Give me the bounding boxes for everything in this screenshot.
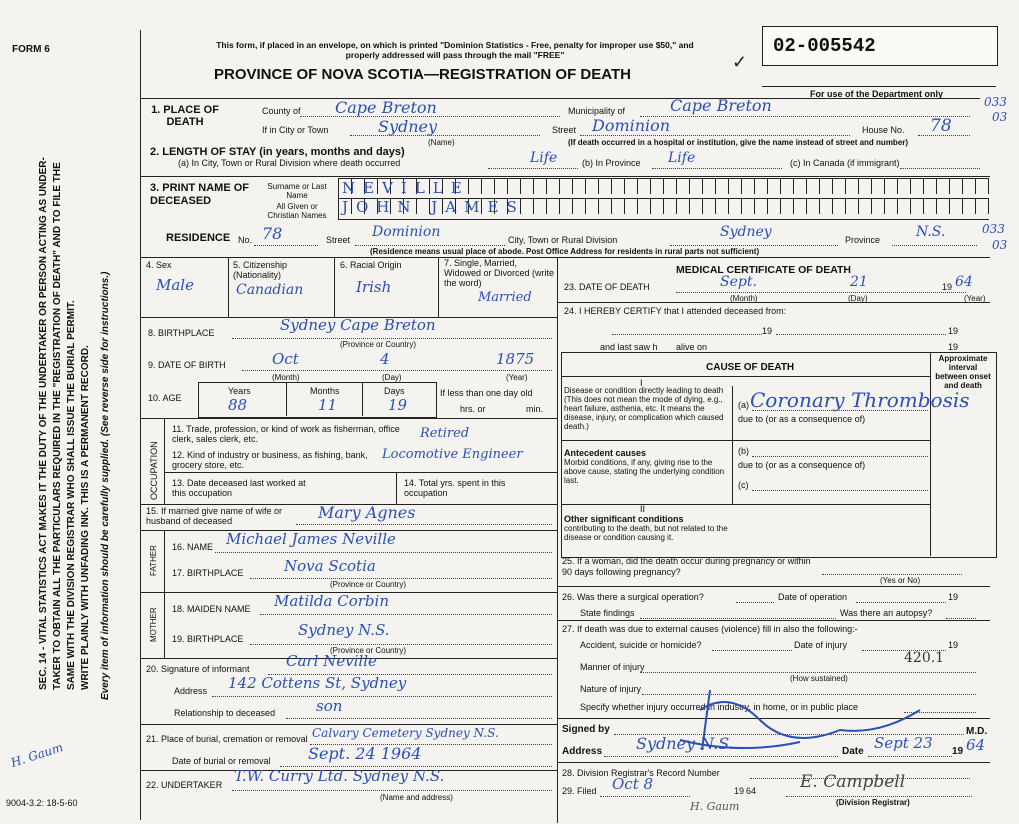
surname-label: Surname or Last Name [267, 182, 327, 200]
sign-year: 64 [966, 736, 986, 754]
injury-date-label: Date of injury [794, 640, 848, 650]
dob-year: 1875 [496, 350, 535, 368]
q21-value: Calvary Cemetery Sydney N.S. [312, 726, 499, 740]
informant-address-label: Address [174, 686, 208, 696]
origin-value: Irish [356, 278, 392, 296]
days-label: Days [384, 386, 405, 396]
death-day: 21 [850, 274, 868, 290]
mail-notice: This form, if placed in an envelope, on which is printed "Dominion Statistics - Free, penalty for improper use $50," and properly addressed will pass through the mail "FREE" [216, 40, 694, 60]
filed-year: 64 [746, 786, 757, 796]
q24-label: 24. I HEREBY CERTIFY that I attended deceased from: [564, 306, 787, 316]
residence-code-1: 033 [982, 222, 1005, 236]
age-days: 19 [388, 396, 408, 414]
signed-by-label: Signed by [562, 724, 610, 735]
registrar-signature: E. Campbell [800, 772, 906, 792]
filed-date: Oct 8 [612, 775, 654, 793]
q16-label: 16. NAME [172, 542, 214, 552]
residence-province-label: Province [845, 235, 881, 245]
q25-label: 25. If a woman, did the death occur during pregnancy or within 90 days following pregnancy? [562, 556, 811, 577]
house-value: 78 [930, 116, 952, 136]
dob-label: 9. DATE OF BIRTH [148, 360, 226, 370]
city-value: Sydney [378, 117, 438, 136]
q14-label: 14. Total yrs. spent in this occupation [404, 478, 506, 498]
sign-year-prefix: 19 [952, 746, 964, 757]
dob-month-caption: (Month) [272, 373, 300, 382]
sex-label: 4. Sex [146, 260, 172, 270]
dob-year-caption: (Year) [506, 373, 528, 382]
hospital-note: (If death occurred in a hospital or institution, give the name instead of street and number) [568, 138, 909, 147]
q18-label: 18. MAIDEN NAME [172, 604, 251, 614]
q12-value: Locomotive Engineer [382, 447, 523, 462]
side-instruction-5: Every item of information should be carefully supplied. (See reverse side for instructions.) [100, 271, 111, 700]
alive-label: alive on [676, 342, 708, 352]
antecedent-label: Antecedent causes [564, 448, 647, 458]
saw-label: and last saw h [600, 342, 658, 352]
side-instruction-2: TAKER TO OBTAIN ALL THE PARTICULARS REQUIRED IN THE "REGISTRATION OF DEATH" AND TO FILE THE [52, 162, 63, 690]
residence-no-label: No. [238, 235, 253, 245]
signer-address-label: Address [562, 746, 603, 757]
q18-value: Matilda Corbin [274, 592, 389, 610]
city-label: If in City or Town [262, 125, 329, 135]
q11-value: Retired [420, 426, 470, 441]
check-mark: ✓ [732, 52, 748, 72]
months-label: Months [310, 386, 340, 396]
given-label: All Given or Christian Names [267, 202, 327, 220]
q20-value: Carl Neville [286, 652, 377, 670]
municipality-label: Municipality of [568, 106, 626, 116]
antecedent-text: Morbid conditions, if any, giving rise to the above cause, stating the underlying condition last. [564, 458, 725, 485]
side-instruction-4: WRITE PLAINLY WITH UNFADING INK. THIS IS A PERMANENT RECORD. [80, 345, 91, 690]
print-name-label: 3. PRINT NAME OF DECEASED [150, 182, 250, 207]
q15-label: 15. If married give name of wife or husband of deceased [146, 506, 283, 526]
q13-label: 13. Date deceased last worked at this occupation [172, 478, 306, 498]
citizenship-label: 5. Citizenship (Nationality) [233, 260, 288, 280]
q17-label: 17. BIRTHPLACE [172, 568, 244, 578]
residence-code-2: 03 [992, 238, 1008, 252]
registrar-caption: (Division Registrar) [836, 798, 910, 807]
due-to-1: due to (or as a consequence of) [738, 414, 866, 424]
house-label: House No. [862, 125, 905, 135]
roman-ii: II [640, 504, 646, 514]
burial-date-label: Date of burial or removal [172, 756, 271, 766]
years-label: Years [228, 386, 251, 396]
death-year: 64 [955, 274, 973, 290]
q29-label: 29. Filed [562, 786, 597, 796]
disease-label: Disease or condition directly leading to death (This does not mean the mode of dying, e.g., heart failure, asthenia, etc. It means the disease, injury, or complication which caused death.) [564, 386, 724, 431]
registration-number-box [762, 26, 998, 66]
signer-address: Sydney N.S. [636, 734, 734, 753]
father-country-caption: (Province or Country) [330, 580, 407, 589]
sign-date: Sept 23 [874, 734, 933, 752]
birthplace-label: 8. BIRTHPLACE [148, 328, 215, 338]
death-month: Sept. [720, 274, 757, 290]
county-value: Cape Breton [335, 98, 437, 117]
dob-day-caption: (Day) [382, 373, 402, 382]
origin-label: 6. Racial Origin [340, 260, 402, 270]
registration-number: 02-005542 [773, 35, 876, 57]
residence-street: Dominion [372, 224, 441, 240]
age-months: 11 [318, 396, 338, 414]
name-address-caption: (Name and address) [380, 793, 453, 802]
how-caption: (How sustained) [790, 674, 848, 683]
stay-label: 2. LENGTH OF STAY (in years, months and days) [150, 146, 405, 158]
specify-label: Specify whether injury occurred in industry, in home, or in public place [580, 702, 858, 712]
cause-a-mark: (a) [738, 400, 749, 410]
name-caption: (Name) [428, 138, 455, 147]
op-date-label: Date of operation [778, 592, 848, 602]
min-label: min. [526, 404, 544, 414]
residence-label: RESIDENCE [166, 232, 231, 244]
relationship-label: Relationship to deceased [174, 708, 276, 718]
dob-day: 4 [380, 350, 390, 368]
q19-value: Sydney N.S. [298, 621, 390, 639]
q22-label: 22. UNDERTAKER [146, 780, 223, 790]
birthplace-value: Sydney Cape Breton [280, 316, 436, 334]
residence-city-label: City, Town or Rural Division [508, 235, 618, 245]
clerk-initials: H. Gaum [690, 800, 740, 813]
stay-c-label: (c) In Canada (if immigrant) [790, 158, 900, 168]
sex-value: Male [156, 276, 194, 294]
q17-value: Nova Scotia [284, 557, 376, 575]
cause-a-value: Coronary Thrombosis [750, 388, 970, 412]
surname-value: NEVILLE [342, 179, 470, 197]
manner-code: 420.1 [904, 650, 945, 666]
under-day-label: If less than one day old [440, 388, 533, 398]
q27-label: 27. If death was due to external causes (violence) fill in also the following:- [562, 624, 858, 634]
given-names-value: JOHN JAMES [342, 198, 525, 216]
margin-note: H. Gaum [9, 740, 65, 770]
cause-title: CAUSE OF DEATH [706, 362, 795, 373]
death-year-caption: (Year) [964, 294, 986, 303]
q11-label: 11. Trade, profession, or kind of work as fisherman, office clerk, sales clerk, etc. [172, 424, 400, 444]
sign-date-label: Date [842, 746, 864, 757]
residence-note: (Residence means usual place of abode. Post Office Address for residents in rural parts not sufficient) [370, 247, 760, 256]
q26-label: 26. Was there a surgical operation? [562, 592, 704, 602]
yes-no-caption: (Yes or No) [880, 576, 921, 585]
street-value: Dominion [592, 116, 671, 135]
stay-a-label: (a) In City, Town or Rural Division where death occurred [178, 158, 401, 168]
residence-city: Sydney [720, 224, 772, 240]
medical-title: MEDICAL CERTIFICATE OF DEATH [676, 264, 851, 276]
residence-province: N.S. [916, 224, 946, 240]
cause-b-mark: (b) [738, 446, 749, 456]
marital-label: 7. Single, Married, Widowed or Divorced (write the word) [444, 258, 555, 288]
hrs-label: hrs. or [460, 404, 486, 414]
autopsy-label: Was there an autopsy? [840, 608, 933, 618]
age-label: 10. AGE [148, 393, 182, 403]
due-to-2: due to (or as a consequence of) [738, 460, 866, 470]
q23-label: 23. DATE OF DEATH [564, 282, 650, 292]
q12-label: 12. Kind of industry or business, as fishing, bank, grocery store, etc. [172, 450, 368, 470]
death-year-prefix: 19 [942, 282, 953, 292]
manner-label: Manner of injury [580, 662, 645, 672]
form-title: PROVINCE OF NOVA SCOTIA—REGISTRATION OF DEATH [214, 66, 631, 83]
cause-c-mark: (c) [738, 480, 749, 490]
death-month-caption: (Month) [730, 294, 758, 303]
accident-label: Accident, suicide or homicide? [580, 640, 702, 650]
occupation-side-label: OCCUPATION [149, 441, 159, 500]
roman-i: I [640, 378, 643, 388]
dept-code-1: 033 [984, 95, 1007, 109]
citizenship-value: Canadian [236, 282, 304, 298]
q20-label: 20. Signature of informant [146, 664, 250, 674]
q28-label: 28. Division Registrar's Record Number [562, 768, 720, 778]
q15-value: Mary Agnes [318, 503, 416, 522]
filed-year-prefix: 19 [734, 786, 745, 796]
informant-address: 142 Cottens St, Sydney [228, 674, 407, 692]
footer-code: 9004-3.2: 18-5-60 [6, 798, 78, 808]
dept-code-2: 03 [992, 110, 1008, 124]
municipality-value: Cape Breton [670, 96, 772, 115]
q22-value: T.W. Curry Ltd. Sydney N.S. [234, 767, 445, 785]
nature-label: Nature of injury [580, 684, 642, 694]
mother-country-caption: (Province or Country) [330, 646, 407, 655]
burial-date: Sept. 24 1964 [308, 744, 422, 763]
side-instruction-1: SEC. 14 - VITAL STATISTICS ACT MAKES IT THE DUTY OF THE UNDERTAKER OR PERSON ACTING AS UNDER- [38, 157, 49, 690]
marital-value: Married [478, 290, 532, 305]
place-of-death-label: 1. PLACE OF DEATH [151, 104, 219, 128]
residence-no: 78 [262, 224, 283, 243]
q21-label: 21. Place of burial, cremation or removal [146, 734, 308, 744]
age-years: 88 [228, 396, 248, 414]
mother-side-label: MOTHER [149, 607, 158, 642]
md-label: M.D. [966, 726, 988, 737]
relationship-value: son [316, 697, 343, 715]
stay-b-label: (b) In Province [582, 158, 641, 168]
q19-label: 19. BIRTHPLACE [172, 634, 244, 644]
death-day-caption: (Day) [848, 294, 868, 303]
form-number: FORM 6 [12, 44, 50, 55]
residence-street-label: Street [326, 235, 351, 245]
dept-use-label: For use of the Department only [810, 89, 944, 99]
findings-label: State findings [580, 608, 635, 618]
other-label: Other significant conditions [564, 514, 684, 524]
other-text: contributing to the death, but not related to the disease or condition causing it. [564, 524, 728, 542]
street-label: Street [552, 125, 577, 135]
q16-value: Michael James Neville [226, 530, 396, 548]
dob-month: Oct [272, 350, 299, 368]
interval-label: Approximate interval between onset and death [935, 354, 991, 390]
stay-a-value: Life [530, 150, 558, 166]
county-label: County of [262, 106, 301, 116]
father-side-label: FATHER [149, 545, 158, 576]
side-instruction-3: SAME WITH THE DIVISION REGISTRAR WHO SHALL ISSUE THE BURIAL PERMIT. [66, 300, 77, 690]
stay-b-value: Life [668, 150, 696, 166]
birthplace-caption: (Province or Country) [340, 340, 417, 349]
